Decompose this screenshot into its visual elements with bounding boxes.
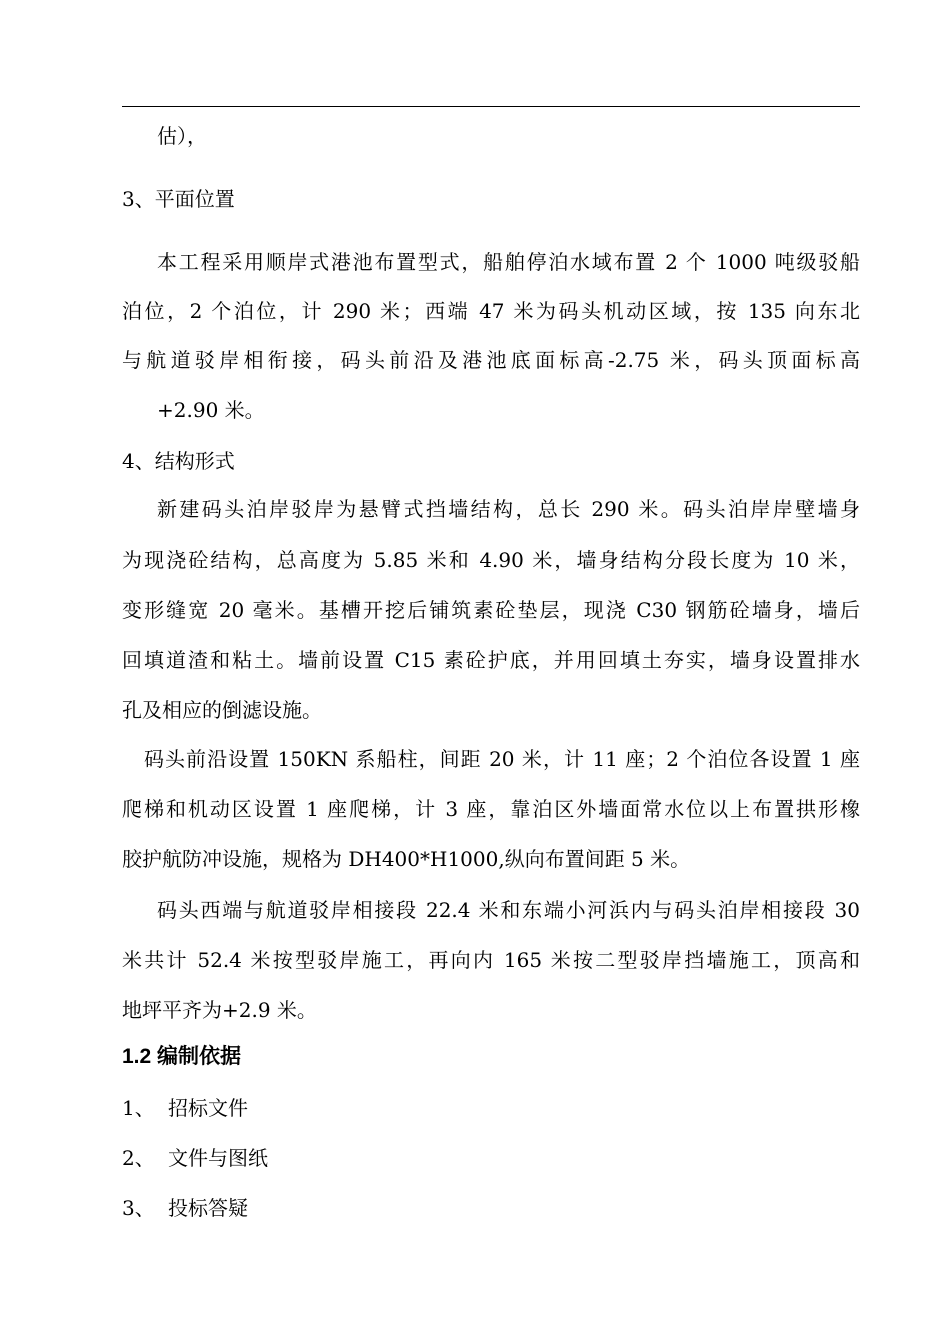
section-heading-1-2: 1.2 编制依据 xyxy=(122,1045,242,1068)
paragraph-line: 泊位，2 个泊位，计 290 米；西端 47 米为码头机动区域，按 135 向东北 xyxy=(122,299,860,323)
list-number: 2、 xyxy=(122,1146,155,1170)
header-rule xyxy=(122,106,860,107)
paragraph-line: 为现浇砼结构，总高度为 5.85 米和 4.90 米，墙身结构分段长度为 10 米， xyxy=(122,548,860,572)
paragraph-line: 码头西端与航道驳岸相接段 22.4 米和东端小河浜内与码头泊岸相接段 30 xyxy=(157,898,860,922)
list-item xyxy=(122,1144,860,1172)
section-heading-4: 4、结构形式 xyxy=(122,449,235,473)
paragraph-line: 新建码头泊岸驳岸为悬臂式挡墙结构，总长 290 米。码头泊岸岸壁墙身 xyxy=(157,497,860,521)
paragraph-line: 变形缝宽 20 毫米。基槽开挖后铺筑素砼垫层，现浇 C30 钢筋砼墙身，墙后 xyxy=(122,598,860,622)
paragraph-line: 与航道驳岸相衔接，码头前沿及港池底面标高-2.75 米，码头顶面标高 xyxy=(122,348,860,372)
list-text: 投标答疑 xyxy=(168,1196,248,1220)
paragraph-line: 胶护航防冲设施，规格为 DH400*H1000,纵向布置间距 5 米。 xyxy=(122,847,691,871)
paragraph-line: +2.90 米。 xyxy=(157,398,265,422)
paragraph-line: 码头前沿设置 150KN 系船柱，间距 20 米，计 11 座；2 个泊位各设置 1 座 xyxy=(144,747,860,771)
list-number: 1、 xyxy=(122,1096,155,1120)
list-text: 招标文件 xyxy=(168,1096,248,1120)
section-heading-3: 3、平面位置 xyxy=(122,187,235,211)
list-item xyxy=(122,1194,860,1222)
list-item xyxy=(122,1094,860,1122)
paragraph-line: 爬梯和机动区设置 1 座爬梯，计 3 座，靠泊区外墙面常水位以上布置拱形橡 xyxy=(122,797,860,821)
paragraph-line: 地坪平齐为+2.9 米。 xyxy=(122,998,317,1022)
paragraph-line: 回填道渣和粘土。墙前设置 C15 素砼护底，并用回填土夯实，墙身设置排水 xyxy=(122,648,860,672)
paragraph-line: 本工程采用顺岸式港池布置型式，船舶停泊水域布置 2 个 1000 吨级驳船 xyxy=(157,250,860,274)
paragraph-line: 孔及相应的倒滤设施。 xyxy=(122,698,322,722)
list-text: 文件与图纸 xyxy=(168,1146,268,1170)
continuation-text: 估）， xyxy=(157,124,207,148)
list-number: 3、 xyxy=(122,1196,155,1220)
paragraph-line: 米共计 52.4 米按型驳岸施工，再向内 165 米按二型驳岸挡墙施工，顶高和 xyxy=(122,948,860,972)
